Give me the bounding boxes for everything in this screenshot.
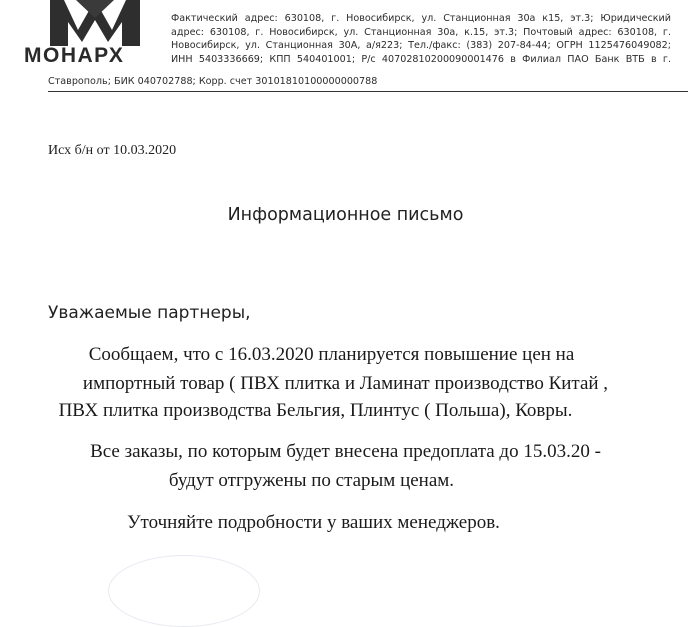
body-line: ПВХ плитка производства Бельгия, Плинтус ( Польша), Ковры.	[58, 400, 573, 421]
crown-logo-icon	[50, 0, 140, 46]
requisites-line: ИНН 5403336669; КПП 540401001; Р/с 40702810200090001476 в Филиал ПАО Банк ВТБ в г.	[171, 54, 671, 66]
stamp-mark	[108, 555, 260, 627]
outgoing-reference: Исх б/н от 10.03.2020	[48, 143, 177, 158]
body-line: будут отгружены по старым ценам.	[168, 470, 455, 491]
body-line: Уточняйте подробности у ваших менеджеров.	[127, 512, 500, 533]
letter-title: Информационное письмо	[227, 205, 464, 225]
company-requisites	[171, 12, 671, 67]
logo-wordmark: МОНАРХ	[24, 44, 125, 67]
letter-greeting: Уважаемые партнеры,	[48, 303, 251, 323]
company-logo	[22, 0, 162, 80]
requisites-line: адрес: 630108, г. Новосибирск, ул. Станционная 30а, к.15, эт.3; Почтовый адрес: 630108, г.	[171, 26, 671, 38]
requisites-line-last: Ставрополь; БИК 040702788; Корр. счет 30101810100000000788	[48, 76, 378, 87]
body-line: Все заказы, по которым будет внесена предоплата до 15.03.20 -	[90, 441, 601, 462]
requisites-line: Новосибирск, ул. Станционная 30А, а/я223; Тел./факс: (383) 207-84-44; ОГРН 1125476049082;	[171, 40, 671, 52]
body-line: импортный товар ( ПВХ плитка и Ламинат производство Китай ,	[82, 373, 609, 394]
body-line: Сообщаем, что с 16.03.2020 планируется повышение цен на	[88, 344, 575, 365]
requisites-line: Фактический адрес: 630108, г. Новосибирск, ул. Станционная 30а к15, эт.3; Юридический	[171, 13, 671, 24]
header-divider	[48, 91, 688, 92]
